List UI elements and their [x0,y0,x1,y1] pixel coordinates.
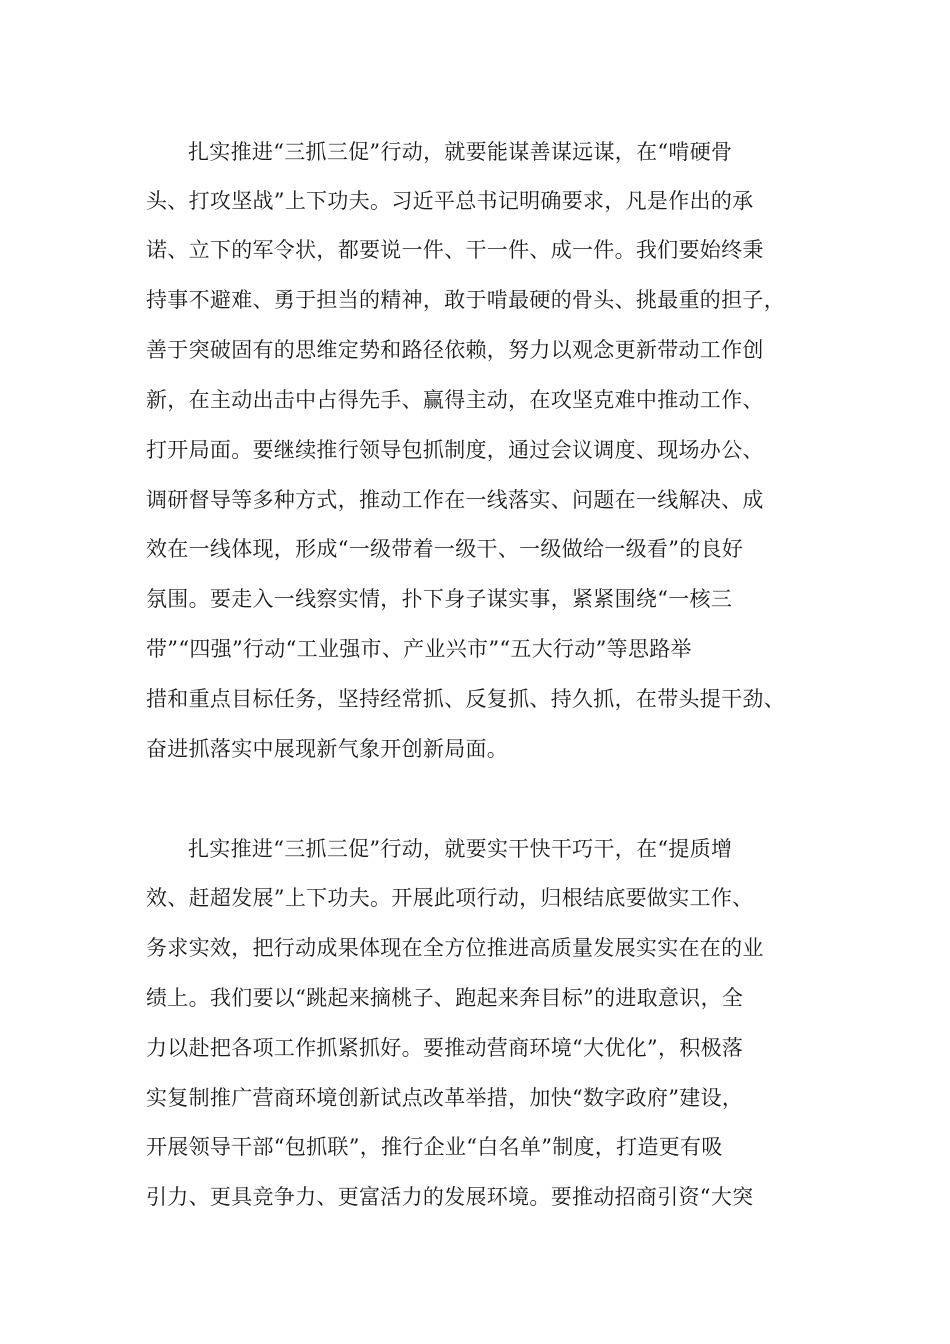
paragraph-line: 带”“四强”行动“工业强市、产业兴市”“五大行动”等思路举 [146,637,692,661]
paragraph-line: 头、打攻坚战”上下功夫。习近平总书记明确要求，凡是作出的承 [146,189,754,213]
paragraph-line: 善于突破固有的思维定势和路径依赖，努力以观念更新带动工作创 [146,338,764,362]
paragraph-line: 持事不避难、勇于担当的精神，敢于啃最硬的骨头、挑最重的担子， [146,288,785,312]
paragraph-line: 扎实推进“三抓三促”行动，就要实干快干巧干，在“提质增 [188,837,733,861]
paragraph-line: 措和重点目标任务，坚持经常抓、反复抓、持久抓，在带头提干劲、 [146,687,785,711]
paragraph-line: 绩上。我们要以“跳起来摘桃子、跑起来奔目标”的进取意识，全 [146,986,744,1010]
paragraph-line: 调研督导等多种方式，推动工作在一线落实、问题在一线解决、成 [146,488,764,512]
paragraph-line: 效在一线体现，形成“一级带着一级干、一级做给一级看”的良好 [146,537,744,561]
paragraph-line: 诺、立下的军令状，都要说一件、干一件、成一件。我们要始终秉 [146,238,764,262]
paragraph-line: 开展领导干部“包抓联”，推行企业“白名单”制度，打造更有吸 [146,1135,723,1159]
paragraph-line: 新，在主动出击中占得先手、赢得主动，在攻坚克难中推动工作、 [146,388,764,412]
paragraph-line: 效、赶超发展”上下功夫。开展此项行动，归根结底要做实工作、 [146,886,754,910]
paragraph-line: 务求实效，把行动成果体现在全方位推进高质量发展实实在在的业 [146,936,764,960]
paragraph-line: 氛围。要走入一线察实情，扑下身子谋实事，紧紧围绕“一核三 [146,587,733,611]
paragraph-line: 力以赴把各项工作抓紧抓好。要推动营商环境“大优化”，积极落 [146,1036,744,1060]
paragraph-line: 引力、更具竞争力、更富活力的发展环境。要推动招商引资“大突 [146,1185,754,1209]
paragraph-line: 打开局面。要继续推行领导包抓制度，通过会议调度、现场办公、 [146,438,764,462]
paragraph-line: 实复制推广营商环境创新试点改革举措，加快“数字政府”建设， [146,1086,744,1110]
paragraph-line: 扎实推进“三抓三促”行动，就要能谋善谋远谋，在“啃硬骨 [188,140,733,164]
paragraph-line: 奋进抓落实中展现新气象开创新局面。 [146,737,509,761]
